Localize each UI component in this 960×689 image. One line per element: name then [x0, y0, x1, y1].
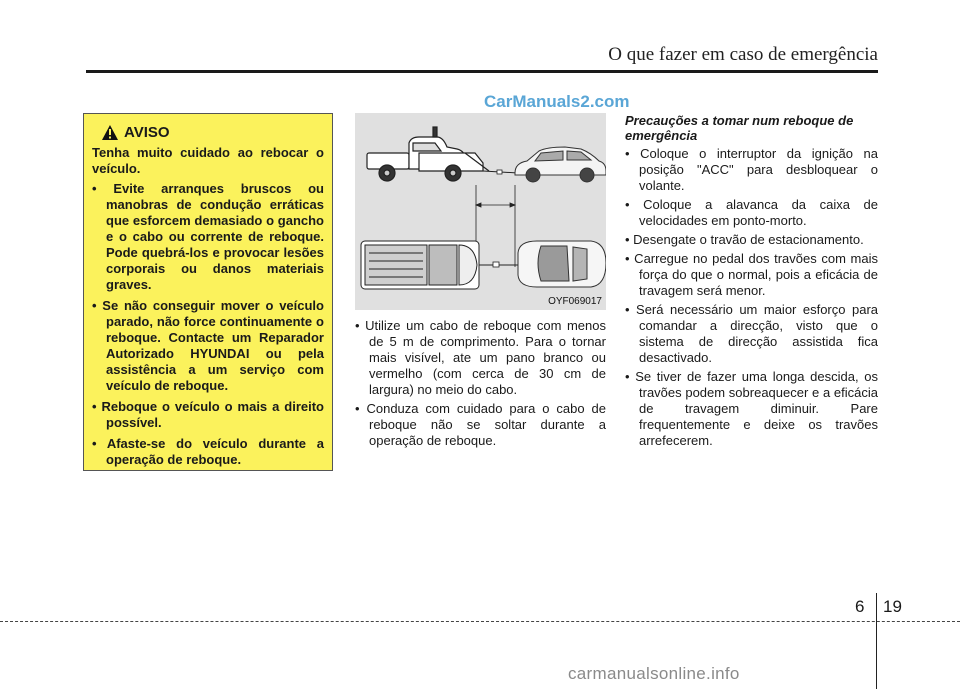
figure-code: OYF069017 [548, 296, 602, 307]
header-rule [86, 70, 878, 73]
page-number-divider [876, 593, 877, 689]
warning-item: • Reboque o veículo o mais a direito possível. [92, 399, 324, 430]
page-number: 19 [883, 597, 902, 616]
page-header-title: O que fazer em caso de emergência [608, 44, 878, 65]
warning-intro: Tenha muito cuidado ao rebocar o veículo. [92, 145, 324, 176]
tow-truck-side-icon [367, 127, 489, 181]
column-2-list [355, 318, 606, 449]
warning-triangle-icon [102, 125, 118, 140]
footer-rule [0, 621, 960, 622]
tow-truck-top-icon [361, 241, 479, 289]
list-item: • Coloque o interruptor da ignição na posição "ACC" para desbloquear o volante. [625, 146, 878, 193]
towed-car-top-icon [518, 241, 606, 287]
warning-item: • Afaste-se do veículo durante a operação de reboque. [92, 436, 324, 467]
warning-box [83, 113, 333, 471]
towing-illustration [355, 113, 606, 310]
distance-dimension [476, 185, 515, 267]
list-item: • Carregue no pedal dos travões com mais força do que o normal, pois a eficácia de travagem será menor. [625, 251, 878, 298]
cable-marker-cloth-top [493, 262, 499, 267]
list-item: • Conduza com cuidado para o cabo de reboque não se soltar durante a operação de reboque. [355, 401, 606, 448]
cable-marker-cloth [497, 170, 502, 174]
list-item: • Utilize um cabo de reboque com menos de 5 m de comprimento. Para o tornar mais visível, ate um pano branco ou vermelho (com cerca de 30 cm de largura) no meio do cabo. [355, 318, 606, 397]
watermark-bottom: carmanualsonline.info [568, 664, 740, 683]
towing-diagram [355, 113, 606, 310]
warning-item: • Se não conseguir mover o veículo parado, não force continuamente o reboque. Contacte um Reparador Autorizado HYUNDAI ou pela assistência a um serviço com veículo de reboque. [92, 298, 324, 393]
column-3 [625, 113, 878, 452]
watermark-top: CarManuals2.com [484, 92, 630, 111]
warning-item: • Evite arranques bruscos ou manobras de condução erráticas que esforcem demasiado o gancho e o cabo ou corrente de reboque. Pode quebrá-los e provocar lesões corporais ou danos materiais graves. [92, 181, 324, 292]
list-item: • Desengate o travão de estacionamento. [625, 232, 864, 247]
warning-title: AVISO [124, 124, 170, 141]
chapter-number: 6 [855, 597, 865, 616]
column-2 [355, 318, 606, 452]
warning-header [102, 124, 324, 141]
column-3-list [625, 146, 878, 449]
list-item: • Se tiver de fazer uma longa descida, os travões podem sobreaquecer e a eficácia de travagem diminuir. Pare frequentemente e deixe os travões arrefecerem. [625, 369, 878, 448]
section-title: Precauções a tomar num reboque de emergência [625, 113, 854, 143]
towed-car-side-icon [515, 147, 606, 182]
warning-list [92, 181, 324, 468]
list-item: • Será necessário um maior esforço para comandar a direcção, visto que o sistema de direcção assistida fica desactivado. [625, 302, 878, 365]
list-item: • Coloque a alavanca da caixa de velocidades em ponto-morto. [625, 197, 878, 228]
